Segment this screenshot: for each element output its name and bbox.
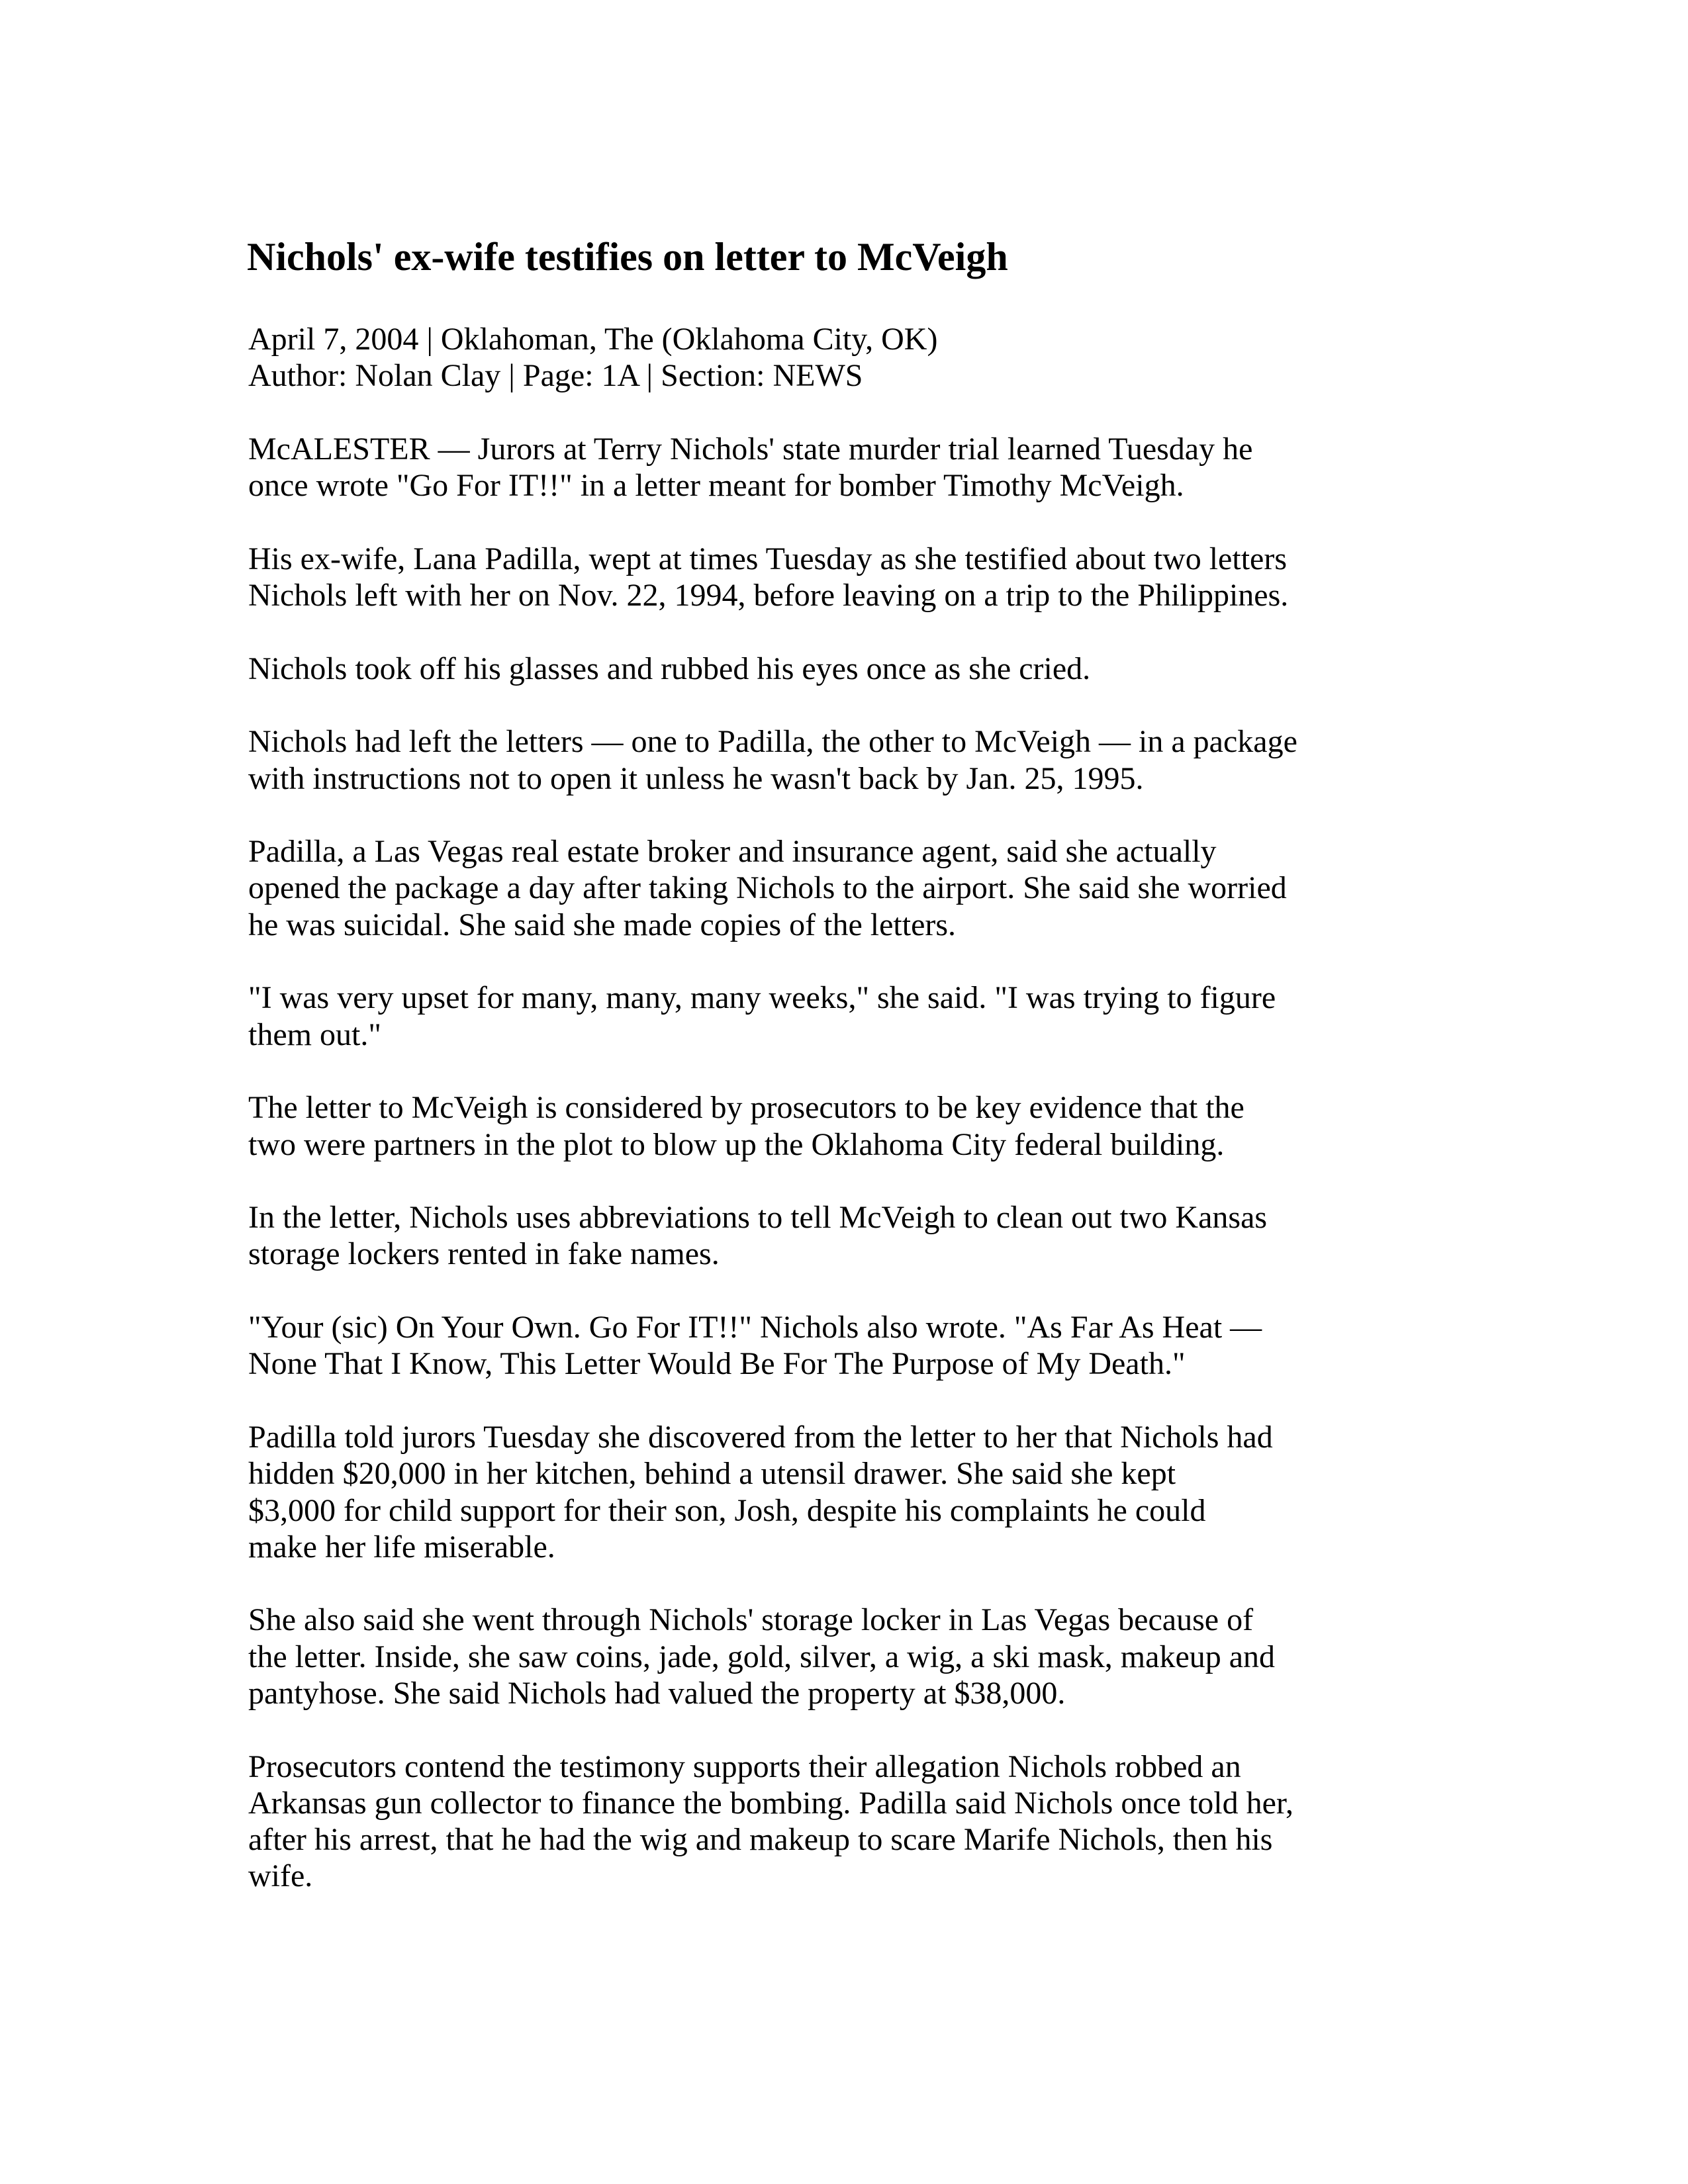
paragraph-spacer xyxy=(248,1711,1479,1748)
paragraph-spacer xyxy=(248,687,1479,723)
paragraph-line: wife. xyxy=(248,1858,313,1894)
paragraph xyxy=(248,431,1479,504)
paragraph xyxy=(248,1602,1479,1711)
paragraph-line: hidden $20,000 in her kitchen, behind a utensil drawer. She said she kept xyxy=(248,1456,1176,1492)
paragraph-line: them out." xyxy=(248,1017,381,1052)
paragraph-line: Nichols took off his glasses and rubbed his eyes once as she cried. xyxy=(248,651,1091,686)
paragraph-spacer xyxy=(248,943,1479,979)
article-meta xyxy=(248,321,1479,394)
paragraph-line: storage lockers rented in fake names. xyxy=(248,1236,720,1272)
paragraph-line: he was suicidal. She said she made copies of the letters. xyxy=(248,907,957,942)
paragraph-line: Padilla told jurors Tuesday she discovered from the letter to her that Nichols had xyxy=(248,1419,1273,1455)
paragraph xyxy=(248,1749,1479,1895)
paragraph-line: McALESTER — Jurors at Terry Nichols' state murder trial learned Tuesday he xyxy=(248,431,1253,467)
byline-page-section: Author: Nolan Clay | Page: 1A | Section: NEWS xyxy=(248,358,863,394)
paragraph-spacer xyxy=(248,1053,1479,1089)
paragraph-line: "I was very upset for many, many, many weeks," she said. "I was trying to figure xyxy=(248,980,1276,1016)
paragraph-spacer xyxy=(248,504,1479,540)
paragraph-line: $3,000 for child support for their son, Josh, despite his complaints he could xyxy=(248,1492,1206,1528)
paragraph-line: with instructions not to open it unless he wasn't back by Jan. 25, 1995. xyxy=(248,760,1144,796)
paragraph-spacer xyxy=(248,1383,1479,1419)
paragraph-line: two were partners in the plot to blow up the Oklahoma City federal building. xyxy=(248,1126,1225,1162)
paragraph-line: Nichols left with her on Nov. 22, 1994, before leaving on a trip to the Philippines. xyxy=(248,578,1289,614)
paragraph-line: His ex-wife, Lana Padilla, wept at times Tuesday as she testified about two letters xyxy=(248,541,1287,576)
paragraph-line: pantyhose. She said Nichols had valued the property at $38,000. xyxy=(248,1675,1066,1711)
paragraph-spacer xyxy=(248,1565,1479,1602)
paragraph-line: The letter to McVeigh is considered by prosecutors to be key evidence that the xyxy=(248,1090,1244,1126)
paragraph-spacer xyxy=(248,614,1479,650)
paragraph-line: Arkansas gun collector to finance the bombing. Padilla said Nichols once told her, xyxy=(248,1785,1294,1821)
article-body xyxy=(248,321,1479,1895)
paragraph xyxy=(248,1199,1479,1273)
paragraph xyxy=(248,1309,1479,1383)
paragraph-line: Padilla, a Las Vegas real estate broker and insurance agent, said she actually xyxy=(248,834,1217,870)
paragraph xyxy=(248,1419,1479,1565)
headline: Nichols' ex-wife testifies on letter to McVeigh xyxy=(247,235,1008,279)
paragraph-line: In the letter, Nichols uses abbreviations to tell McVeigh to clean out two Kansas xyxy=(248,1200,1268,1236)
paragraph-line: once wrote "Go For IT!!" in a letter meant for bomber Timothy McVeigh. xyxy=(248,468,1184,504)
dateline-source: April 7, 2004 | Oklahoman, The (Oklahoma City, OK) xyxy=(248,322,938,357)
paragraph xyxy=(248,979,1479,1053)
paragraph xyxy=(248,1089,1479,1163)
paragraph xyxy=(248,651,1479,687)
paragraph-line: make her life miserable. xyxy=(248,1529,555,1565)
paragraph-line: "Your (sic) On Your Own. Go For IT!!" Nichols also wrote. "As Far As Heat — xyxy=(248,1310,1262,1345)
paragraph xyxy=(248,723,1479,797)
paragraph-line: the letter. Inside, she saw coins, jade, gold, silver, a wig, a ski mask, makeup and xyxy=(248,1639,1276,1674)
paragraph-line: None That I Know, This Letter Would Be For The Purpose of My Death." xyxy=(248,1346,1186,1382)
paragraph-line: after his arrest, that he had the wig and makeup to scare Marife Nichols, then his xyxy=(248,1822,1273,1858)
paragraph-line: Prosecutors contend the testimony supports their allegation Nichols robbed an xyxy=(248,1749,1241,1784)
paragraph-spacer xyxy=(248,394,1479,431)
paragraph-line: She also said she went through Nichols' storage locker in Las Vegas because of xyxy=(248,1602,1254,1638)
paragraph-line: Nichols had left the letters — one to Padilla, the other to McVeigh — in a package xyxy=(248,724,1297,760)
paragraph-line: opened the package a day after taking Nichols to the airport. She said she worried xyxy=(248,870,1287,906)
paragraphs xyxy=(248,394,1479,1895)
paragraph xyxy=(248,541,1479,614)
paragraph-spacer xyxy=(248,1273,1479,1309)
paragraph-spacer xyxy=(248,797,1479,833)
paragraph-spacer xyxy=(248,1163,1479,1199)
paragraph xyxy=(248,833,1479,943)
